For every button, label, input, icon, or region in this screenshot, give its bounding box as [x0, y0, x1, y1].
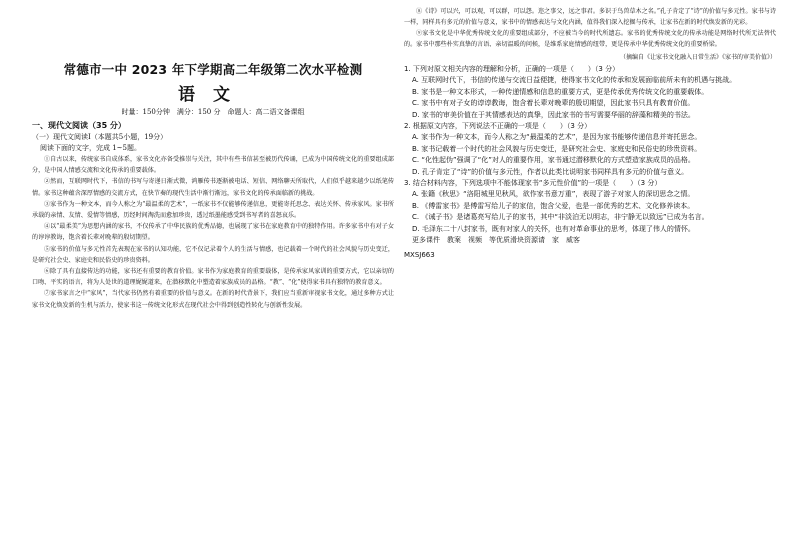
question-2-option-c: C. “化性起伪”强调了“化”对人的重要作用，家书通过潜移默化的方式塑造家族成员的品格。 — [412, 156, 695, 165]
question-1-option-a: A. 互联网时代下，书信的传递与交流日益便捷，使得家书文化的传承和发展面临前所未有的机遇与挑战。 — [412, 76, 737, 85]
right-column — [404, 6, 776, 259]
article-paragraph-6: ⑥除了具有直接传达的功能，家书还有重要的教育价值。家书作为家庭教育的重要载体，是传承家风家训的重要方式，它以亲切的口吻、平实的语言，将为人处世的道理娓娓道来，在潜移默化中塑造着家族成员的品格。“教”、“化”使得家书具有独特的教育意义。 — [32, 268, 394, 287]
question-2-option-d: D. 孔子肯定了“诗”的价值与多元性，作者以此类比说明家书同样具有多元的价值与意义。 — [412, 167, 689, 176]
question-2-stem: 2. 根据原文内容，下列说法不正确的一项是（ ）（3 分） — [404, 122, 592, 131]
exam-title: 常德市一中 2023 年下学期高二年级第二次水平检测 — [63, 62, 363, 77]
instruction-text: 阅读下面的文字，完成 1~5题。 — [40, 144, 141, 152]
article-paragraph-1: ①自古以来，传统家书自成体系，家书文化亦备受推崇与关注，其中有些书信甚至被历代传诵，已成为中国传统文化的重要组成部分，是中国人情感交流和文化传承的重要载体。 — [32, 156, 394, 175]
article-paragraph-7: ⑦家书家言之中“家风”，当代家书仍然有着重要的价值与意义。在新的时代背景下，我们应当重新审视家书文化，通过多种方式让家书文化焕发新的生机与活力，使家书这一传统文化形式在现代社会中得到创造性转化与创新性发展。 — [32, 290, 394, 309]
article-paragraph-9: ⑨家书文化是中华优秀传统文化的重要组成部分，不应被当今的时代所遗忘。家书的优秀传统文化的传承功能是网络时代所无法替代的。家书中那些朴实真挚的言语、亲切温暖的问候，是维系家庭情感的纽带，更是传承中华优秀传统文化的重要桥梁。 — [404, 30, 776, 48]
article-source: （摘编自《让家书文化融入日常生活》《家书的审美价值》） — [619, 54, 776, 61]
question-3-option-d: D. 毛泽东二十八封家书，既有对家人的关怀，也有对革命事业的思考，体现了伟人的情怀。 — [412, 224, 695, 233]
question-3-stem: 3. 结合材料内容，下列选项中不能体现家书“多元性价值”的一项是（ ）（3 分） — [404, 179, 662, 188]
question-1-option-c: C. 家书中有对子女的谆谆教诲，饱含着长辈对晚辈的殷切期望，因此家书只具有教育价值。 — [412, 99, 695, 108]
question-2-option-a: A. 家书作为一种文本，而今人称之为“最温柔的艺术”，是因为家书能够传递信息并寄托思念。 — [412, 133, 702, 142]
subject-title: 语文 — [178, 85, 248, 105]
footer-tail-text: 更多课件 教案 视频 等优质滑块资源请 家 威客 — [412, 236, 580, 245]
subsection-heading: （一）现代文阅读Ⅰ（本题共5小题，19分） — [32, 133, 168, 141]
question-1-stem: 1. 下列对原文相关内容的理解和分析，正确的一项是（ ）（3 分） — [404, 65, 620, 73]
exam-info: 时量：150分钟 满分：150 分 命题人：高二语文备课组 — [121, 108, 305, 116]
question-1-option-b: B. 家书是一种文本形式，一种传递情感和信息的重要方式，更是传承优秀传统文化的重要载体。 — [412, 87, 709, 96]
question-1-option-d: D. 家书的审美价值在于其情感表达的真挚，因此家书的书写需要华丽的辞藻和精美的书法。 — [412, 110, 695, 119]
article-paragraph-5: ⑤家书的价值与多元性首先表现在家书的认知功能，它不仅记录着个人的生活与情感，也记载着一个时代的社会风貌与历史变迁，是研究社会史、家庭史和民俗史的珍贵资料。 — [32, 245, 394, 264]
section-heading: 一、现代文阅读（35 分） — [32, 121, 126, 130]
article-paragraph-4: ④以“最柔美”为思想内涵的家书，不仅传承了中华民族的优秀品德，也展现了家书在家庭教育中的独特作用。许多家书中有对子女的谆谆教诲，饱含着长辈对晚辈的殷切期望。 — [32, 223, 394, 242]
question-3-option-c: C. 《诫子书》是诸葛亮写给儿子的家书，其中“非淡泊无以明志，非宁静无以致远”已成为名言。 — [412, 213, 709, 222]
question-2-option-b: B. 家书记载着一个时代的社会风貌与历史变迁，是研究社会史、家庭史和民俗史的珍贵资料。 — [412, 144, 702, 153]
article-paragraph-3: ③家书作为一种文本，而今人称之为“最温柔的艺术”，一纸家书不仅能够传递信息，更能寄托思念、表达关怀、传承家风。家书所承载的亲情、友情、爱情等情感，历经时间淘洗而愈加珍贵，透过纸墨能感受到书写者的喜怒哀乐。 — [32, 200, 394, 220]
question-3-option-b: B. 《傅雷家书》是傅雷写给儿子的家信，饱含父爱，也是一部优秀的艺术、文化修养读本。 — [412, 201, 695, 210]
article-paragraph-8: ⑧《诗》可以兴，可以观，可以群，可以怨。迩之事父，远之事君。多识于鸟兽草木之名。”孔子肯定了“诗”的价值与多元性。家书与诗一样，同样具有多元的价值与意义，家书中的情感表达与文化内涵，值得我们深入挖掘与传承，让家书在新的时代焕发新的光彩。 — [404, 8, 776, 26]
document-code: MXSJ663 — [404, 250, 435, 259]
left-column — [32, 6, 394, 311]
article-paragraph-2: ②然而，互联网时代下，书信的书写与寄递日渐式微，鸿雁传书逐渐被电话、短信、网络聊天所取代，人们似乎越来越少以纸笔传情。家书这种蕴含深厚情感的交流方式，在快节奏的现代生活中渐行渐远，家书文化的传承面临新的挑战。 — [32, 178, 394, 197]
question-3-option-a: A. 张籍《秋思》“洛阳城里见秋风，欲作家书意万重”，表现了游子对家人的深切思念之情。 — [412, 190, 695, 199]
